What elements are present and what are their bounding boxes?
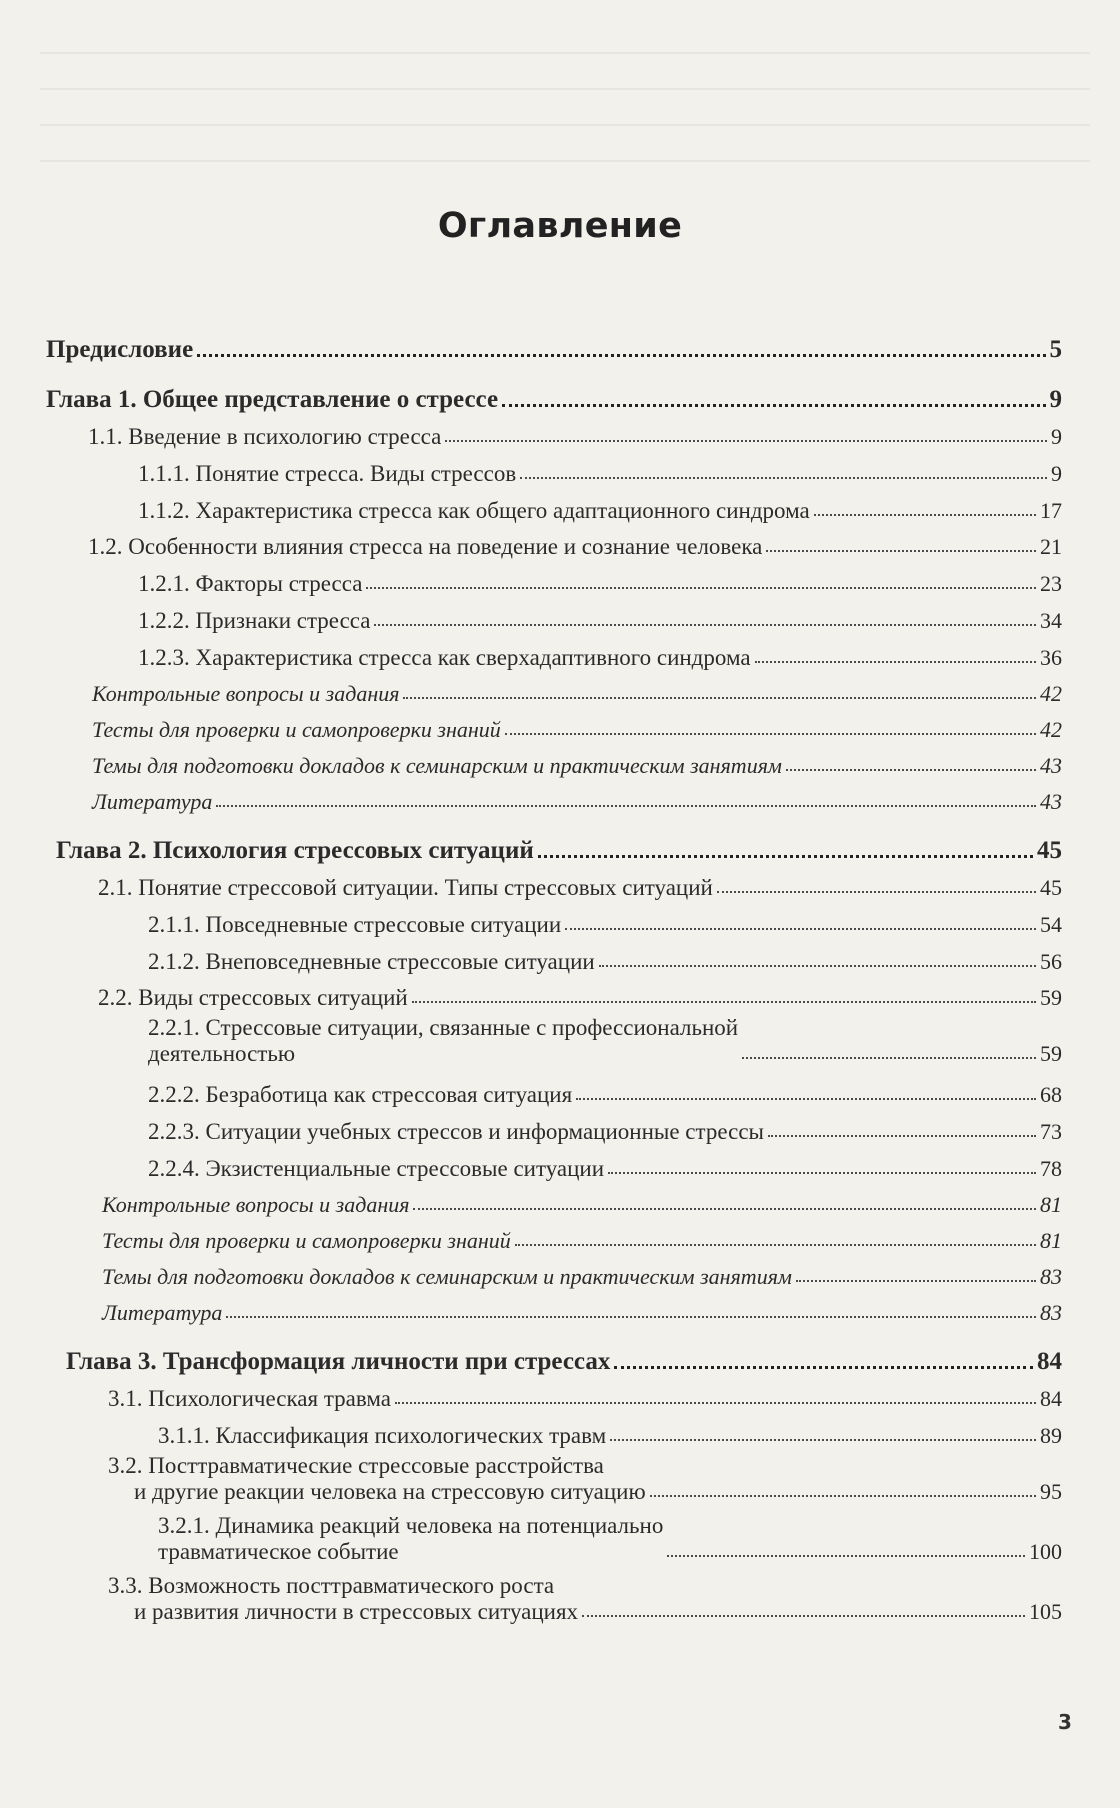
toc-entry-ch2-questions[interactable] — [46, 1182, 1062, 1218]
toc-label: Тесты для проверки и самопроверки знаний — [92, 717, 501, 742]
toc-entry-chapter-3[interactable] — [46, 1334, 1062, 1376]
toc-entry-1-2-3[interactable] — [46, 634, 1062, 671]
leader-dots — [395, 1401, 1036, 1404]
leader-dots — [403, 696, 1036, 699]
toc-page: 59 — [1040, 985, 1062, 1010]
toc-label: 1.2.2. Признаки стресса — [138, 608, 371, 633]
leader-dots — [538, 854, 1033, 858]
toc-page: 83 — [1040, 1300, 1062, 1325]
toc-entry-ch1-tests[interactable] — [46, 707, 1062, 743]
toc-page: 5 — [1049, 336, 1062, 363]
toc-page: 81 — [1040, 1228, 1062, 1253]
leader-dots — [582, 1614, 1025, 1617]
toc-label: Темы для подготовки докладов к семинарским и практическим занятиям — [102, 1264, 792, 1289]
toc-page: 78 — [1040, 1156, 1062, 1181]
toc-label: 2.2.1. Стрессовые ситуации, связанные с профессиональной деятельностью — [148, 1015, 739, 1066]
toc-entry-1-2-1[interactable] — [46, 560, 1062, 597]
toc-entry-3-2-1[interactable] — [46, 1509, 1062, 1569]
leader-dots — [374, 623, 1036, 626]
leader-dots — [608, 1171, 1036, 1174]
toc-entry-2-1-2[interactable] — [46, 938, 1062, 975]
toc-entry-chapter-2[interactable] — [46, 823, 1062, 865]
leader-dots — [366, 586, 1036, 589]
leader-dots — [650, 1494, 1036, 1497]
toc-entry-3-1-1[interactable] — [46, 1412, 1062, 1449]
leader-dots — [445, 439, 1047, 442]
toc-label: Глава 3. Трансформация личности при стрессах — [66, 1348, 611, 1375]
leader-dots — [502, 403, 1045, 407]
toc-entry-chapter-1[interactable] — [46, 372, 1062, 414]
toc-entry-1-2[interactable] — [46, 524, 1062, 560]
toc-page: 34 — [1040, 608, 1062, 633]
leader-dots — [766, 549, 1036, 552]
toc-page: 100 — [1029, 1539, 1062, 1564]
toc-label: 1.2.3. Характеристика стресса как сверхадаптивного синдрома — [138, 645, 751, 670]
toc-page: 42 — [1040, 717, 1062, 742]
leader-dots — [755, 660, 1036, 663]
toc-entry-ch2-topics[interactable] — [46, 1254, 1062, 1290]
toc-label: 3.1. Психологическая травма — [108, 1386, 391, 1411]
toc-page: 45 — [1040, 875, 1062, 900]
toc-label: 2.2.3. Ситуации учебных стрессов и информационные стрессы — [148, 1119, 764, 1144]
toc-page: 59 — [1040, 1041, 1062, 1066]
toc-label: 2.2. Виды стрессовых ситуаций — [98, 985, 408, 1010]
page-number: 3 — [1058, 1710, 1072, 1734]
page-title: Оглавление — [437, 206, 683, 246]
toc-page: 9 — [1051, 461, 1062, 486]
leader-dots — [413, 1207, 1036, 1210]
toc-entry-2-2[interactable] — [46, 975, 1062, 1011]
leader-dots — [505, 732, 1036, 735]
toc-entry-2-1[interactable] — [46, 865, 1062, 901]
toc-page: 9 — [1049, 386, 1062, 413]
toc-label: 2.2.4. Экзистенциальные стрессовые ситуации — [148, 1156, 605, 1181]
leader-dots — [599, 964, 1036, 967]
leader-dots — [520, 476, 1047, 479]
toc-label: 1.2.1. Факторы стресса — [138, 571, 363, 596]
toc-entry-3-1[interactable] — [46, 1376, 1062, 1412]
table-of-contents — [46, 322, 1062, 1629]
toc-entry-ch1-topics[interactable] — [46, 743, 1062, 779]
toc-page: 43 — [1040, 753, 1062, 778]
show-through-text — [40, 30, 1090, 190]
toc-entry-2-2-1[interactable] — [46, 1011, 1062, 1071]
toc-label: 3.1.1. Классификация психологических травм — [158, 1423, 607, 1448]
toc-label: 3.2. Посттравматические стрессовые расстройства и другие реакции человека на стрессовую ситуацию — [108, 1453, 646, 1504]
toc-entry-2-2-3[interactable] — [46, 1108, 1062, 1145]
toc-label: Контрольные вопросы и задания — [102, 1192, 410, 1217]
toc-page: 45 — [1037, 837, 1062, 864]
leader-dots — [814, 513, 1036, 516]
leader-dots — [226, 1315, 1036, 1318]
chapter-1 — [46, 372, 1062, 815]
toc-label: Предисловие — [46, 336, 194, 363]
toc-page: 89 — [1040, 1423, 1062, 1448]
toc-page: 81 — [1040, 1192, 1062, 1217]
leader-dots — [216, 804, 1036, 807]
toc-label: 2.1.2. Внеповседневные стрессовые ситуации — [148, 949, 595, 974]
toc-page: 17 — [1040, 498, 1062, 523]
toc-label: 2.1.1. Повседневные стрессовые ситуации — [148, 912, 562, 937]
leader-dots — [412, 1000, 1036, 1003]
leader-dots — [667, 1554, 1025, 1557]
leader-dots — [515, 1243, 1036, 1246]
toc-label: Литература — [92, 789, 213, 814]
leader-dots — [576, 1097, 1036, 1100]
leader-dots — [565, 927, 1036, 930]
leader-dots — [197, 353, 1045, 357]
toc-page: 84 — [1040, 1386, 1062, 1411]
toc-entry-ch2-tests[interactable] — [46, 1218, 1062, 1254]
toc-label: Глава 2. Психология стрессовых ситуаций — [56, 837, 534, 864]
toc-label: 1.2. Особенности влияния стресса на поведение и сознание человека — [88, 534, 763, 559]
toc-entry-3-2[interactable] — [46, 1449, 1062, 1509]
toc-page: 56 — [1040, 949, 1062, 974]
toc-page: 105 — [1029, 1599, 1062, 1624]
toc-page: 83 — [1040, 1264, 1062, 1289]
toc-entry-2-2-2[interactable] — [46, 1071, 1062, 1108]
toc-entry-preface[interactable] — [46, 322, 1062, 364]
toc-page: 54 — [1040, 912, 1062, 937]
toc-page: 68 — [1040, 1082, 1062, 1107]
toc-label: Контрольные вопросы и задания — [92, 681, 400, 706]
toc-entry-3-3[interactable] — [46, 1569, 1062, 1629]
toc-page: 95 — [1040, 1479, 1062, 1504]
toc-label: 3.2.1. Динамика реакций человека на потенциально травматическое событие — [158, 1513, 664, 1564]
toc-label: 1.1.2. Характеристика стресса как общего адаптационного синдрома — [138, 498, 810, 523]
toc-page: 73 — [1040, 1119, 1062, 1144]
leader-dots — [796, 1279, 1036, 1282]
toc-page: 9 — [1051, 424, 1062, 449]
toc-entry-1-1-1[interactable] — [46, 450, 1062, 487]
toc-label: 2.1. Понятие стрессовой ситуации. Типы стрессовых ситуаций — [98, 875, 713, 900]
toc-entry-1-1-2[interactable] — [46, 487, 1062, 524]
toc-entry-2-1-1[interactable] — [46, 901, 1062, 938]
toc-page: 42 — [1040, 681, 1062, 706]
toc-page: 21 — [1040, 534, 1062, 559]
toc-entry-ch2-literature[interactable] — [46, 1290, 1062, 1326]
toc-entry-ch1-literature[interactable] — [46, 779, 1062, 815]
toc-page: 23 — [1040, 571, 1062, 596]
chapter-2 — [46, 823, 1062, 1326]
toc-label: 2.2.2. Безработица как стрессовая ситуация — [148, 1082, 573, 1107]
toc-label: 1.1. Введение в психологию стресса — [88, 424, 442, 449]
toc-entry-1-2-2[interactable] — [46, 597, 1062, 634]
leader-dots — [786, 768, 1036, 771]
toc-page: 84 — [1037, 1348, 1062, 1375]
toc-label: 1.1.1. Понятие стресса. Виды стрессов — [138, 461, 517, 486]
leader-dots — [614, 1365, 1033, 1369]
toc-label: 3.3. Возможность посттравматического роста и развития личности в стрессовых ситуациях — [108, 1573, 579, 1624]
leader-dots — [768, 1134, 1036, 1137]
chapter-3 — [46, 1334, 1062, 1629]
toc-label: Литература — [102, 1300, 223, 1325]
toc-label: Тесты для проверки и самопроверки знаний — [102, 1228, 511, 1253]
toc-label: Глава 1. Общее представление о стрессе — [46, 386, 499, 413]
toc-entry-2-2-4[interactable] — [46, 1145, 1062, 1182]
toc-entry-ch1-questions[interactable] — [46, 671, 1062, 707]
toc-label: Темы для подготовки докладов к семинарским и практическим занятиям — [92, 753, 782, 778]
toc-entry-1-1[interactable] — [46, 414, 1062, 450]
leader-dots — [717, 890, 1036, 893]
leader-dots — [610, 1438, 1036, 1441]
toc-page: 36 — [1040, 645, 1062, 670]
toc-page: 43 — [1040, 789, 1062, 814]
leader-dots — [742, 1056, 1036, 1059]
